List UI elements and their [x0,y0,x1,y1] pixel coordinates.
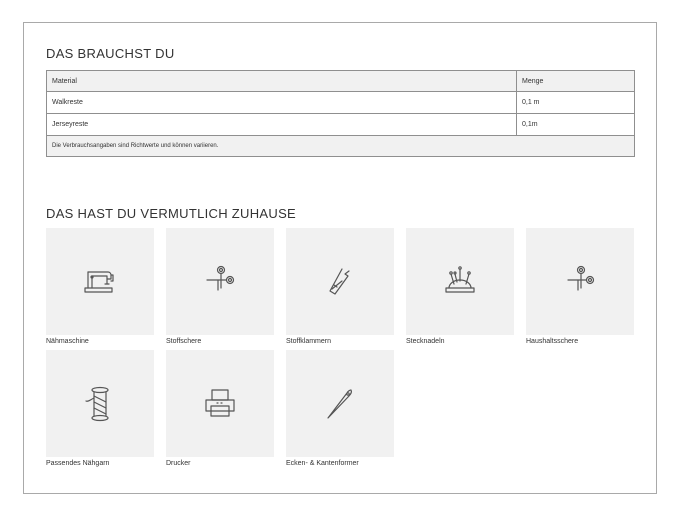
tool-image-box [406,228,514,335]
tool-image-box [166,350,274,457]
column-header-material: Material [47,71,517,92]
tool-label: Nähmaschine [46,338,89,345]
tool-image-box [526,228,634,335]
tool-label: Stoffschere [166,338,202,345]
scissors-icon [200,262,240,302]
point-turner-icon [320,384,360,424]
tool-label: Stoffklammern [286,338,331,345]
tool-label: Haushaltsschere [526,338,579,345]
tool-label: Ecken- & Kantenformer [286,460,359,467]
tool-tile-fabric-scissors[interactable] [166,228,274,345]
materials-table [46,70,635,157]
clip-icon [320,262,360,302]
table-row [47,92,635,114]
material-cell: Jerseyreste [47,114,517,136]
content-card [23,22,657,494]
tool-image-box [286,228,394,335]
material-cell: Walkreste [47,92,517,114]
printer-icon [200,384,240,424]
tool-tile-fabric-clips[interactable] [286,228,394,345]
tool-label: Stecknadeln [406,338,445,345]
tool-image-box [286,350,394,457]
pincushion-icon [440,262,480,302]
tool-label: Drucker [166,460,191,467]
section-title-need: DAS BRAUCHST DU [46,46,175,61]
table-row [47,114,635,136]
tool-image-box [166,228,274,335]
tool-tile-thread[interactable] [46,350,154,467]
section-title-have: DAS HAST DU VERMUTLICH ZUHAUSE [46,206,297,221]
tool-tile-sewing-machine[interactable] [46,228,154,345]
table-note-row [47,136,635,157]
tool-tile-point-turner[interactable] [286,350,394,467]
table-header-row [47,71,635,92]
table-note: Die Verbrauchsangaben sind Richtwerte und können variieren. [47,136,635,157]
sewing-machine-icon [80,262,120,302]
column-header-amount: Menge [517,71,635,92]
amount-cell: 0,1 m [517,92,635,114]
tool-image-box [46,350,154,457]
scissors-icon [560,262,600,302]
tool-tile-pins[interactable] [406,228,514,345]
thread-spool-icon [80,384,120,424]
amount-cell: 0,1m [517,114,635,136]
tool-image-box [46,228,154,335]
tool-tile-household-scissors[interactable] [526,228,634,345]
tool-tile-printer[interactable] [166,350,274,467]
tool-label: Passendes Nähgarn [46,460,110,467]
